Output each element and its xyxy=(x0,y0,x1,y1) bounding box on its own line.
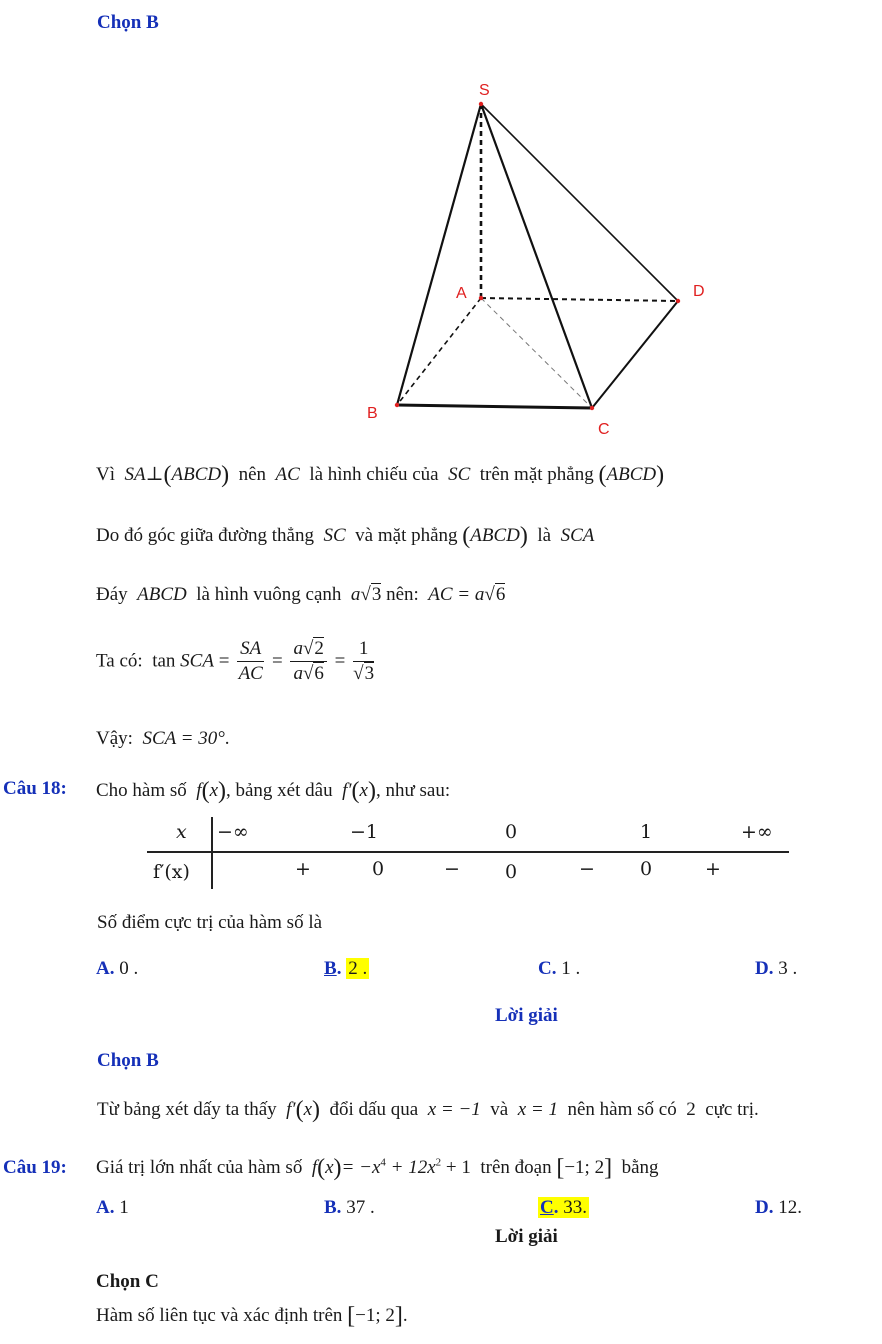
x-value-zero: 0 xyxy=(505,821,518,843)
label-a: A xyxy=(456,285,467,302)
fp-sign-4: + xyxy=(705,858,721,880)
vertex-d xyxy=(676,299,680,303)
label-c: C xyxy=(598,421,610,438)
label-d: D xyxy=(693,283,705,300)
edge-sd xyxy=(481,104,678,301)
sign-table xyxy=(147,815,789,890)
sign-table-fp-label: f′(x) xyxy=(153,861,190,883)
q19-chon: Chọn C xyxy=(96,1271,159,1292)
x-value-pos-inf: +∞ xyxy=(741,821,773,843)
q18-option-d[interactable]: D. 3 . xyxy=(755,958,798,979)
fp-sign-1: + xyxy=(295,858,311,880)
pyramid-figure xyxy=(0,0,882,450)
sign-table-x-label: x xyxy=(176,821,187,843)
sign-table-hline xyxy=(147,851,789,853)
q19-explanation: Hàm số liên tục và xác định trên [−1; 2]. xyxy=(96,1303,408,1329)
q17-line-5: Vậy: SCA = 30°. xyxy=(96,728,230,749)
q17-line-4: Ta có: tan SCA = $\frac{SA}{AC}$ = $\frac{a√2}{a√6}$ = $\frac{1}{√3}$ xyxy=(96,638,375,684)
x-value-one: 1 xyxy=(640,821,653,843)
fp-zero-1: 0 xyxy=(372,858,385,880)
q19-option-d[interactable]: D. 12. xyxy=(755,1197,802,1218)
vertex-s xyxy=(479,102,483,106)
q17-line-1: Vì SA⊥(ABCD) nên AC là hình chiếu của SC trên mặt phẳng (ABCD) xyxy=(96,462,665,488)
q19-option-a[interactable]: A. 1 xyxy=(96,1197,129,1218)
q19-option-c[interactable]: C. 33. xyxy=(540,1197,587,1218)
edge-ac xyxy=(481,298,592,408)
vertex-a xyxy=(479,296,483,300)
edge-cd xyxy=(592,301,678,408)
q19-loigiai: Lời giải xyxy=(495,1226,558,1247)
fp-sign-3: − xyxy=(579,858,595,880)
sign-table-vline xyxy=(211,817,213,889)
vertex-b xyxy=(395,403,399,407)
edge-sc xyxy=(481,104,592,408)
q18-option-c[interactable]: C. 1 . xyxy=(538,958,581,979)
edge-ab xyxy=(397,298,481,405)
edge-bc xyxy=(397,405,592,408)
q18-question: Số điểm cực trị của hàm số là xyxy=(97,912,323,933)
q18-stem: Cho hàm số f(x), bảng xét dâu f′(x), như sau: xyxy=(96,778,451,804)
q17-line-2: Do đó góc giữa đường thẳng SC và mặt phẳng (ABCD) là SCA xyxy=(96,523,595,549)
q18-loigiai: Lời giải xyxy=(495,1005,558,1026)
edge-ad xyxy=(481,298,678,301)
fp-sign-2: − xyxy=(444,858,460,880)
fp-zero-3: 0 xyxy=(640,858,653,880)
q19-option-b[interactable]: B. 37 . xyxy=(324,1197,375,1218)
fp-zero-2: 0 xyxy=(505,861,518,883)
vertex-c xyxy=(590,406,594,410)
label-b: B xyxy=(367,405,378,422)
q19-label: Câu 19: xyxy=(3,1157,67,1178)
q18-chon: Chọn B xyxy=(97,1050,159,1071)
q18-explanation: Từ bảng xét dấy ta thấy f′(x) đổi dấu qua x = −1 và x = 1 nên hàm số có 2 cực trị. xyxy=(97,1097,759,1123)
edge-sb xyxy=(397,104,481,405)
x-value-neg-one: −1 xyxy=(350,821,379,843)
chon-b-heading-17: Chọn B xyxy=(97,12,159,33)
label-s: S xyxy=(479,82,490,99)
q17-line-3: Đáy ABCD là hình vuông cạnh a√3 nên: AC = a√6 xyxy=(96,584,506,605)
q18-label: Câu 18: xyxy=(3,778,67,799)
q18-option-a[interactable]: A. 0 . xyxy=(96,958,139,979)
q19-stem: Giá trị lớn nhất của hàm số $f(x)= -x^4 + 12x^2 + 1$ trên đoạn [−1; 2] bằng xyxy=(96,1155,659,1181)
x-value-neg-inf: −∞ xyxy=(217,821,249,843)
q18-option-b[interactable]: B. 2 . xyxy=(324,958,368,979)
